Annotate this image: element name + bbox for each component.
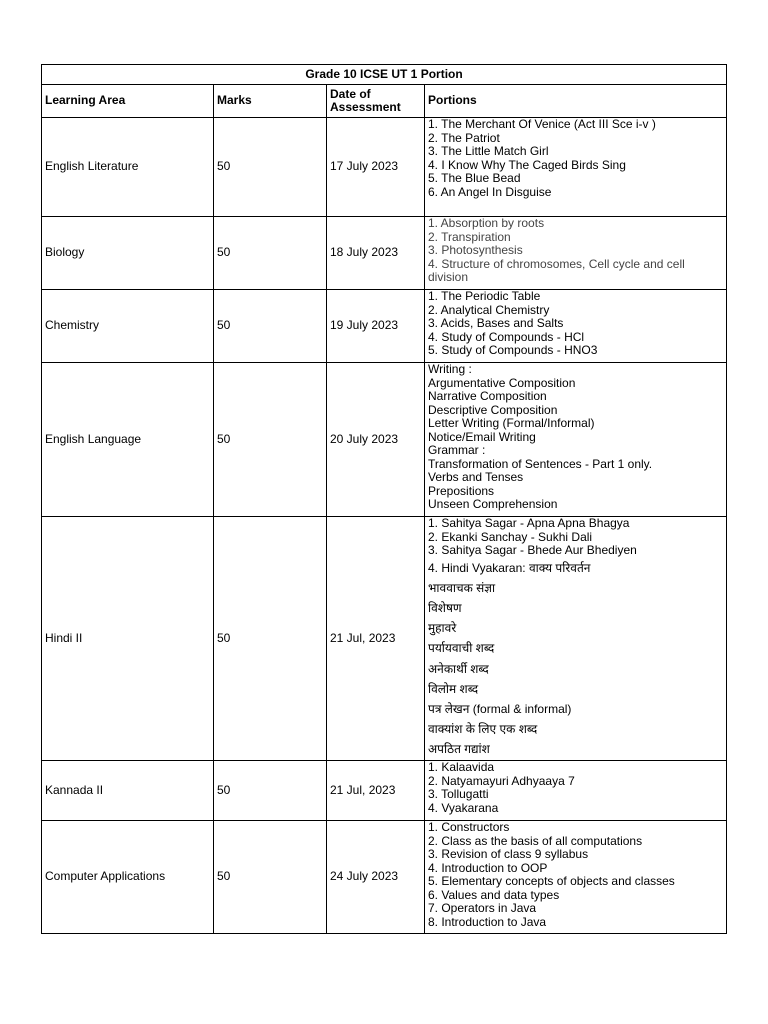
portion-item: Verbs and Tenses — [428, 470, 524, 484]
portion-item: Narrative Composition — [428, 389, 547, 403]
portion-item: 3. The Little Match Girl — [428, 144, 549, 158]
marks-cell: 50 — [214, 761, 327, 821]
portion-item: 8. Introduction to Java — [428, 914, 547, 929]
portion-item: 1. The Merchant Of Venice (Act III Sce i-v ) — [428, 117, 656, 131]
portion-item: विलोम शब्द — [428, 681, 479, 696]
portion-item: 6. Values and data types — [428, 887, 560, 902]
portion-item: Writing : — [428, 362, 472, 376]
portions-cell — [425, 217, 727, 290]
portion-item: 4. Hindi Vyakaran: वाक्य परिवर्तन — [428, 560, 591, 575]
portion-item: मुहावरे — [428, 621, 457, 636]
portion-item: वाक्यांश के लिए एक शब्द — [428, 722, 538, 737]
date-cell: 21 Jul, 2023 — [327, 761, 425, 821]
portion-item: 1. Sahitya Sagar - Apna Apna Bhagya — [428, 516, 630, 530]
date-cell: 21 Jul, 2023 — [327, 517, 425, 761]
marks-cell: 50 — [214, 363, 327, 517]
portion-item: 5. The Blue Bead — [428, 171, 521, 185]
header-marks: Marks — [214, 85, 327, 118]
date-cell: 18 July 2023 — [327, 217, 425, 290]
portion-item: Descriptive Composition — [428, 402, 558, 417]
date-cell: 17 July 2023 — [327, 118, 425, 217]
portion-item: 2. Ekanki Sanchay - Sukhi Dali — [428, 529, 593, 544]
header-learning-area: Learning Area — [42, 85, 214, 118]
portion-item: 1. Kalaavida — [428, 760, 495, 774]
portion-item: 3. Tollugatti — [428, 787, 489, 801]
portion-item: 6. An Angel In Disguise — [428, 184, 552, 199]
portion-item: 2. Transpiration — [428, 229, 511, 244]
date-cell: 19 July 2023 — [327, 290, 425, 363]
table-title: Grade 10 ICSE UT 1 Portion — [42, 65, 727, 85]
portion-item: विशेषण — [428, 600, 462, 615]
marks-cell: 50 — [214, 217, 327, 290]
portion-item: 3. Revision of class 9 syllabus — [428, 847, 589, 861]
portion-item: अनेकार्थी शब्द — [428, 661, 489, 676]
date-cell: 24 July 2023 — [327, 821, 425, 934]
portion-item: 4. Study of Compounds - HCl — [428, 329, 585, 344]
portion-item: Argumentative Composition — [428, 375, 576, 390]
portion-item: 2. The Patriot — [428, 130, 500, 145]
portion-item: 2. Natyamayuri Adhyaaya 7 — [428, 773, 575, 788]
table-row — [42, 821, 727, 934]
portion-item: 1. Absorption by roots — [428, 216, 545, 230]
portion-item: Grammar : — [428, 443, 486, 457]
portion-table — [41, 64, 727, 934]
marks-cell: 50 — [214, 821, 327, 934]
portion-item: 7. Operators in Java — [428, 901, 537, 915]
title-row — [42, 65, 727, 85]
portions-cell — [425, 290, 727, 363]
table-row — [42, 761, 727, 821]
portion-item: पत्र लेखन (formal & informal) — [428, 701, 572, 716]
portion-item: 3. Photosynthesis — [428, 243, 523, 257]
portions-cell — [425, 821, 727, 934]
learning-area-cell: Hindi II — [42, 517, 214, 761]
table-row — [42, 118, 727, 217]
learning-area-cell: English Language — [42, 363, 214, 517]
portion-item: 3. Acids, Bases and Salts — [428, 316, 564, 330]
header-date: Date of Assessment — [327, 85, 425, 118]
header-portions: Portions — [425, 85, 727, 118]
portions-cell — [425, 118, 727, 217]
portion-item: 4. Structure of chromosomes, Cell cycle and cell division — [428, 256, 685, 284]
portions-cell — [425, 363, 727, 517]
portion-item: 1. The Periodic Table — [428, 289, 541, 303]
portion-item: Prepositions — [428, 483, 495, 498]
portion-item: अपठित गद्यांश — [428, 742, 490, 757]
header-row — [42, 85, 727, 118]
portion-item: 5. Elementary concepts of objects and classes — [428, 874, 675, 888]
portion-item: Letter Writing (Formal/Informal) — [428, 416, 595, 430]
table-row — [42, 517, 727, 761]
portion-item: 4. Introduction to OOP — [428, 860, 548, 875]
learning-area-cell: Kannada II — [42, 761, 214, 821]
table-row — [42, 363, 727, 517]
portion-item: पर्यायवाची शब्द — [428, 641, 495, 656]
portion-item: 2. Class as the basis of all computations — [428, 833, 643, 848]
portion-item: भाववाचक संज्ञा — [428, 580, 496, 595]
marks-cell: 50 — [214, 517, 327, 761]
table-row — [42, 290, 727, 363]
portion-item: Notice/Email Writing — [428, 429, 536, 444]
portions-cell — [425, 517, 727, 761]
date-cell: 20 July 2023 — [327, 363, 425, 517]
portion-item: 3. Sahitya Sagar - Bhede Aur Bhediyen — [428, 543, 637, 557]
marks-cell: 50 — [214, 290, 327, 363]
marks-cell: 50 — [214, 118, 327, 217]
portion-item: Unseen Comprehension — [428, 497, 558, 511]
portions-cell — [425, 761, 727, 821]
portion-item: 2. Analytical Chemistry — [428, 302, 550, 317]
portion-item: 4. Vyakarana — [428, 800, 499, 815]
portion-item: 1. Constructors — [428, 820, 510, 834]
portion-item: 5. Study of Compounds - HNO3 — [428, 343, 598, 357]
learning-area-cell: Computer Applications — [42, 821, 214, 934]
table-row — [42, 217, 727, 290]
learning-area-cell: English Literature — [42, 118, 214, 217]
learning-area-cell: Chemistry — [42, 290, 214, 363]
learning-area-cell: Biology — [42, 217, 214, 290]
portion-item: 4. I Know Why The Caged Birds Sing — [428, 157, 626, 172]
portion-item: Transformation of Sentences - Part 1 only. — [428, 456, 653, 471]
